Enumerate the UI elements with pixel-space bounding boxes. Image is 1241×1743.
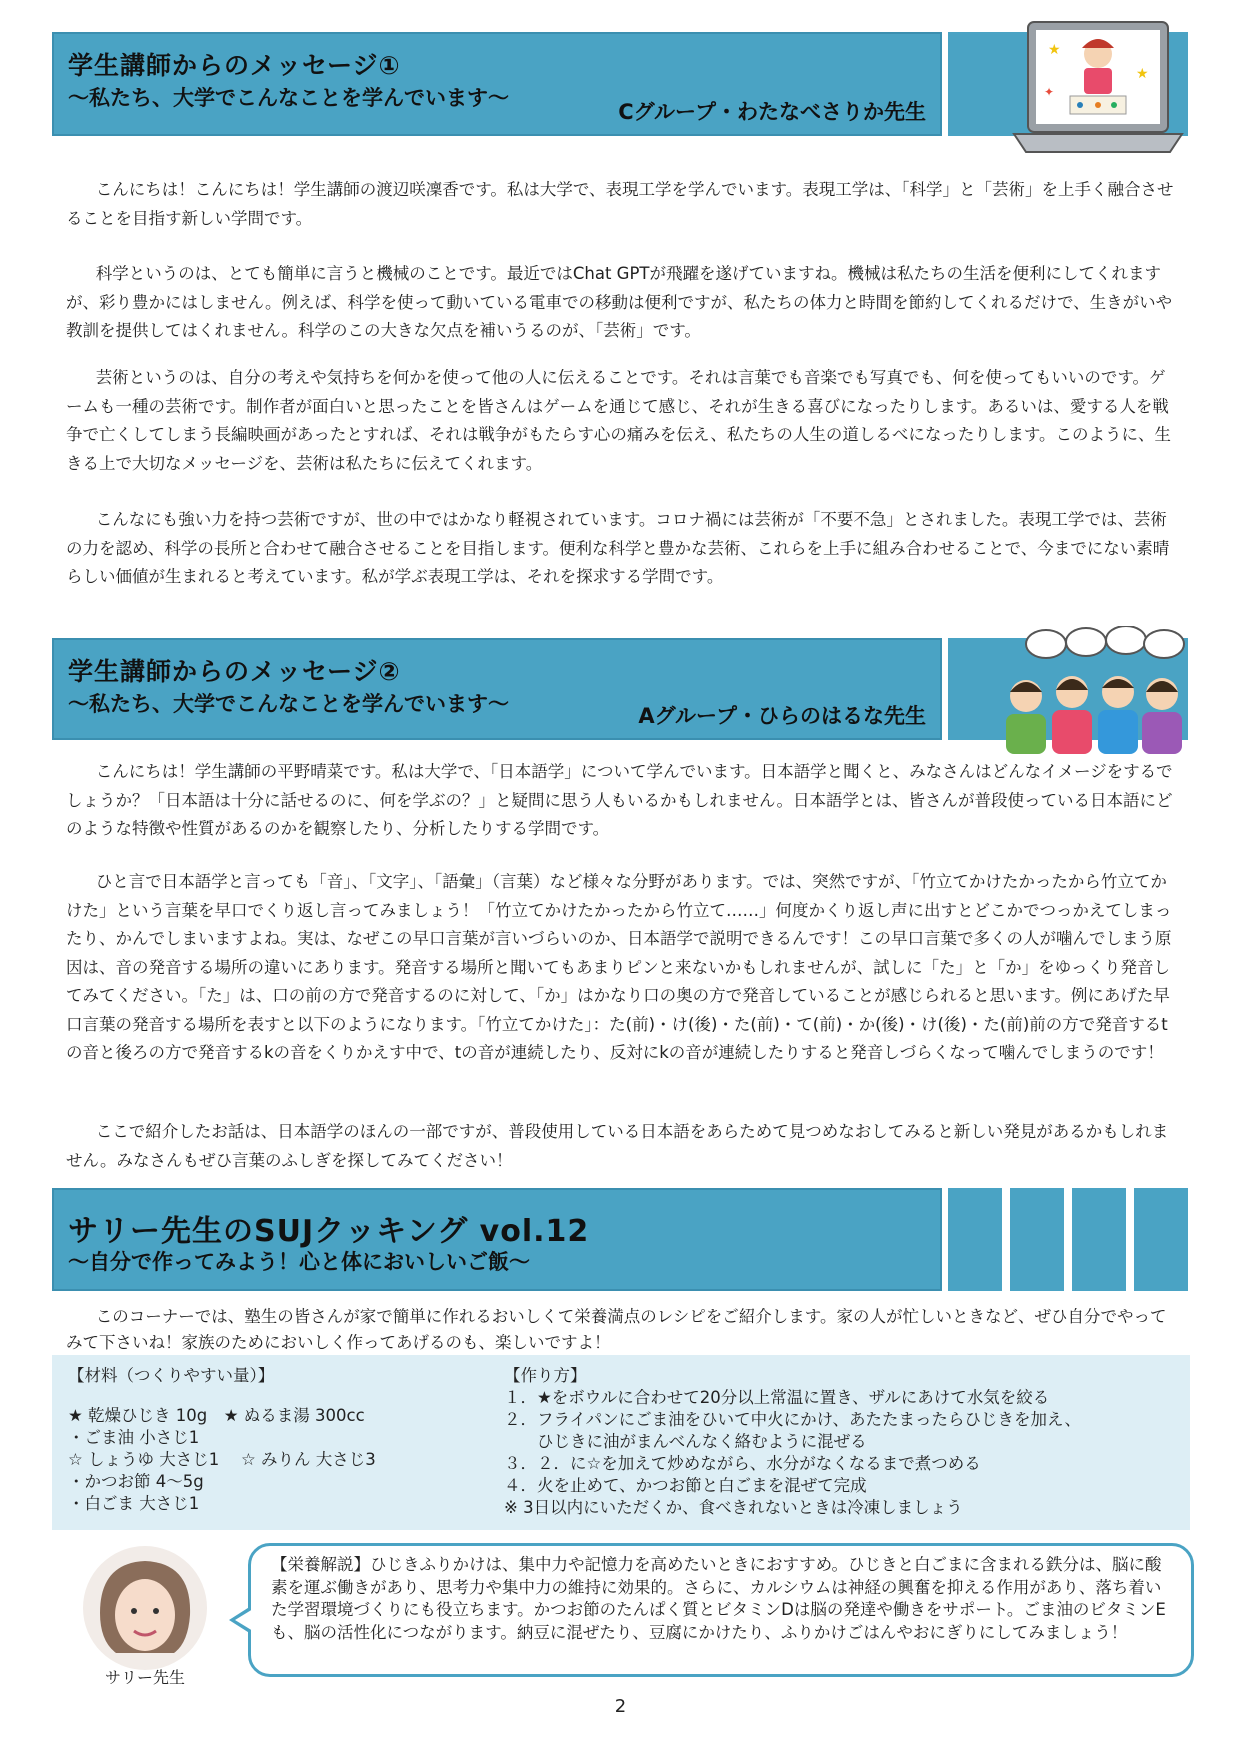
step-line: ３．２．に☆を加えて炒めながら、水分がなくなるまで煮つめる (504, 1454, 981, 1473)
section2-paragraph-3: ここで紹介したお話は、日本語学のほんの一部ですが、普段使用している日本語をあらためて見つめなおしてみると新しい発見があるかもしれません。みなさんもぜひ言葉のふしぎを探してみてください！ (66, 1122, 1169, 1170)
recipe-box (52, 1355, 1190, 1530)
svg-text:★: ★ (1048, 42, 1061, 58)
section1-paragraph-3: 芸術というのは、自分の考えや気持ちを何かを使って他の人に伝えることです。それは言葉でも音楽でも写真でも、何を使ってもいいのです。ゲームも一種の芸術です。制作者が面白いと思ったことを皆さんはゲームを通じて感じ、それが生きる喜びになったりします。あるいは、愛する人を戦争で亡くしてしまう長編映画があったとすれば、それは戦争がもたらす心の痛みを伝え、私たちの人生の道しるべになったりします。このように、生きる上で大切なメッセージを、芸術は私たちに伝えてくれます。 (66, 368, 1172, 473)
steps-title: 【作り方】 (504, 1366, 587, 1385)
ingredients-column (68, 1365, 376, 1515)
section2-teacher: Aグループ・ひらのはるな先生 (638, 704, 926, 728)
section3-intro: このコーナーでは、塾生の皆さんが家で簡単に作れるおいしくて栄養満点のレシピをご紹介します。家の人が忙しいときなど、ぜひ自分でやってみて下さいね！家族のためにおいしく作ってあげるのも、楽しいですよ！ (66, 1307, 1167, 1352)
section2-title: 学生講師からのメッセージ② (68, 657, 401, 686)
section3-subtitle: ～自分で作ってみよう！心と体においしいご飯～ (68, 1250, 530, 1274)
steps-column (504, 1365, 1081, 1519)
pillar-4 (1134, 1188, 1188, 1291)
pillar-1 (948, 1188, 1002, 1291)
ingredient-line: ・かつお節 4～5g (68, 1472, 204, 1491)
section1-title: 学生講師からのメッセージ① (68, 51, 401, 80)
section1-subtitle: ～私たち、大学でこんなことを学んでいます～ (68, 86, 509, 110)
svg-text:✦: ✦ (1044, 85, 1055, 99)
ingredient-line: ・ごま油 小さじ1 (68, 1428, 200, 1447)
page-number: 2 (614, 1696, 627, 1717)
section1-paragraph-1: こんにちは！こんにちは！学生講師の渡辺咲凜香です。私は大学で、表現工学を学んでいます。表現工学は、「科学」と「芸術」を上手く融合させることを目指す新しい学問です。 (66, 180, 1174, 228)
section3-side-panel (948, 1188, 1188, 1291)
step-line: １．★をボウルに合わせて20分以上常温に置き、ザルにあけて水気を絞る (504, 1388, 1050, 1407)
ingredient-line: ☆ しょうゆ 大さじ1 ☆ みりん 大さじ3 (68, 1450, 376, 1469)
section2-subtitle: ～私たち、大学でこんなことを学んでいます～ (68, 692, 509, 716)
ingredient-line: ★ 乾燥ひじき 10g ★ ぬるま湯 300cc (68, 1406, 365, 1425)
step-line: ※ 3日以内にいただくか、食べきれないときは冷凍しましょう (504, 1498, 963, 1517)
section3-header (52, 1188, 1190, 1291)
section2-banner (52, 638, 942, 740)
nutrition-bubble (248, 1543, 1194, 1677)
section1-banner (52, 32, 942, 136)
section1-paragraph-2: 科学というのは、とても簡単に言うと機械のことです。最近ではChat GPTが飛躍を遂げていますね。機械は私たちの生活を便利にしてくれますが、彩り豊かにはしません。例えば、科学を使って動いている電車での移動は便利ですが、私たちの体力と時間を節約してくれるだけで、生きがいや教訓を提供してはくれません。科学のこの大きな欠点を補いうるのが、「芸術」です。 (66, 264, 1173, 340)
nutrition-text: 【栄養解説】ひじきふりかけは、集中力や記憶力を高めたいときにおすすめ。ひじきと白ごまに含まれる鉄分は、脳に酸素を運ぶ働きがあり、思考力や集中力の維持に効果的。さらに、カルシウムは神経の興奮を抑える作用があり、落ち着いた学習環境づくりにも役立ちます。かつお節のたんぱく質とビタミンDは脳の発達や働きをサポート。ごま油のビタミンEも、脳の活性化につながります。納豆に混ぜたり、豆腐にかけたり、ふりかけごはんやおにぎりにしてみましょう！ (271, 1555, 1166, 1642)
svg-text:★: ★ (1136, 66, 1149, 82)
section2-paragraph-1: こんにちは！学生講師の平野晴菜です。私は大学で、「日本語学」について学んでいます。日本語学と聞くと、みなさんはどんなイメージをするでしょうか？「日本語は十分に話せるのに、何を学ぶの？」と疑問に思う人もいるかもしれません。日本語学とは、皆さんが普段使っている日本語にどのような特徴や性質があるのかを観察したり、分析したりする学問です。 (66, 762, 1173, 838)
chef-avatar (70, 1543, 220, 1688)
chef-caption: サリー先生 (104, 1668, 186, 1687)
section3-banner (52, 1188, 942, 1291)
laptop-artist-illustration (1010, 18, 1185, 158)
section1-teacher: Cグループ・わたなべさりか先生 (618, 100, 926, 124)
section2-paragraph-2: ひと言で日本語学と言っても「音」、「文字」、「語彙」（言葉）など様々な分野があります。では、突然ですが、「竹立てかけたかったから竹立てかけた」という言葉を早口でくり返し言ってみましょう！「竹立てかけたかったから竹立て……」何度かくり返し声に出すとどこかでつっかえてしまったり、かんでしまいますよね。実は、なぜこの早口言葉が言いづらいのか、日本語学で説明できるんです！この早口言葉で多くの人が噛んでしまう原因は、音の発音する場所の違いにあります。発音する場所と聞いてもあまりピンと来ないかもしれませんが、試しに「た」と「か」をゆっくり発音してみてください。「た」は、口の前の方で発音するのに対して、「か」はかなり口の奥の方で発音していることが感じられると思います。例にあげた早口言葉の発音する場所を表すと以下のようになります。「竹立てかけた」：た(前)・け(後)・た(前)・て(前)・か(後)・け(後)・た(前)前の方で発音するtの音と後ろの方で発音するkの音をくりかえす中で、tの音が連続したり、反対にkの音が連続したりすると発音しづらくなって噛んでしまうのです！ (66, 872, 1172, 1062)
section1-paragraph-4: こんなにも強い力を持つ芸術ですが、世の中ではかなり軽視されています。コロナ禍には芸術が「不要不急」とされました。表現工学では、芸術の力を認め、科学の長所と合わせて融合させることを目指します。便利な科学と豊かな芸術、これらを上手に組み合わせることで、今までにない素晴らしい価値が生まれると考えています。私が学ぶ表現工学は、それを探求する学問です。 (66, 510, 1170, 586)
ingredient-line: ・白ごま 大さじ1 (68, 1494, 200, 1513)
section3-title: サリー先生のSUJクッキング vol.12 (68, 1214, 590, 1249)
step-line: ひじきに油がまんべんなく絡むように混ぜる (504, 1432, 867, 1451)
ingredients-title: 【材料（つくりやすい量）】 (68, 1366, 275, 1385)
pillar-3 (1072, 1188, 1126, 1291)
pillar-2 (1010, 1188, 1064, 1291)
step-line: ４．火を止めて、かつお節と白ごまを混ぜて完成 (504, 1476, 867, 1495)
children-speech-illustration (988, 626, 1188, 756)
step-line: ２．フライパンにごま油をひいて中火にかけ、あたたまったらひじきを加え、 (504, 1410, 1082, 1429)
bubble-tail-inner (235, 1609, 253, 1631)
